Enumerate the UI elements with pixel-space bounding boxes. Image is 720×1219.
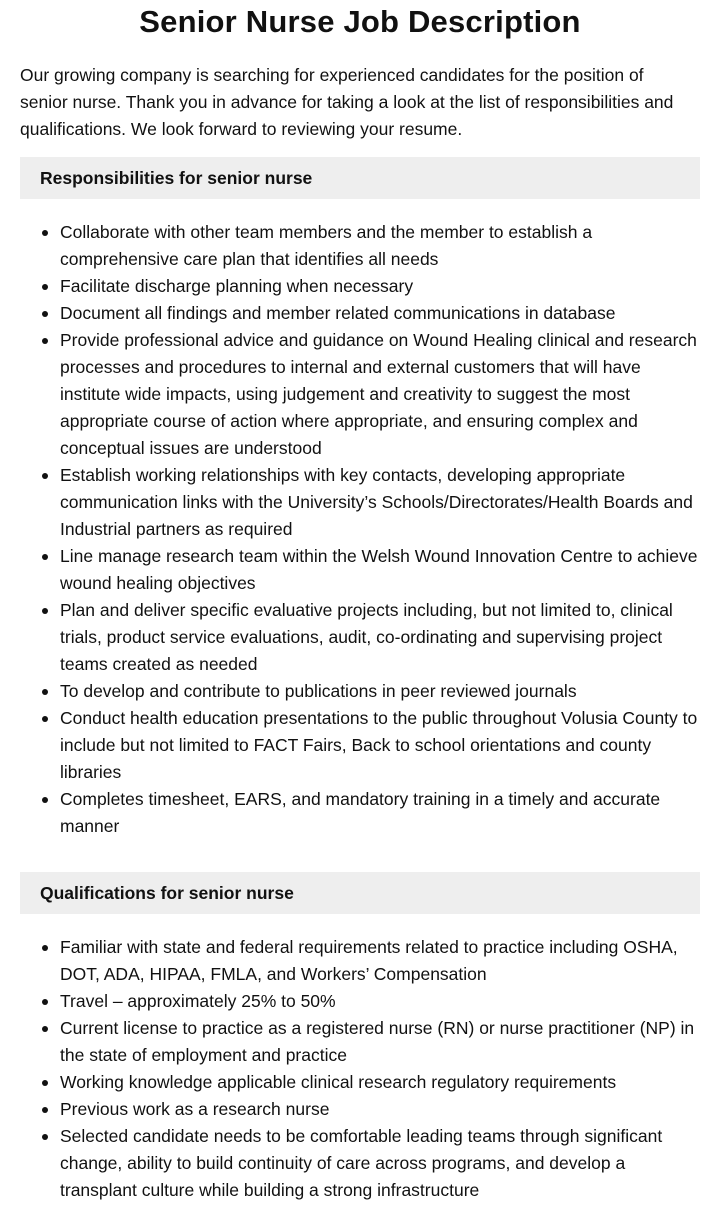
list-item: Document all findings and member related communications in database: [60, 300, 700, 327]
list-item: Selected candidate needs to be comfortable leading teams through significant change, ability to build continuity of care across programs, and develop a transplant culture while building a strong infrastructure: [60, 1123, 700, 1204]
qualifications-heading: Qualifications for senior nurse: [20, 872, 700, 914]
responsibilities-list: [20, 219, 700, 840]
list-item: Establish working relationships with key contacts, developing appropriate communication links with the University’s Schools/Directorates/Health Boards and Industrial partners as required: [60, 462, 700, 543]
list-item: Conduct health education presentations to the public throughout Volusia County to include but not limited to FACT Fairs, Back to school orientations and county libraries: [60, 705, 700, 786]
list-item: Facilitate discharge planning when necessary: [60, 273, 700, 300]
list-item: Provide professional advice and guidance on Wound Healing clinical and research processes and procedures to internal and external customers that will have institute wide impacts, using judgement and creativity to suggest the most appropriate course of action where appropriate, and ensuring complex and conceptual issues are understood: [60, 327, 700, 462]
responsibilities-heading: Responsibilities for senior nurse: [20, 157, 700, 199]
list-item: Previous work as a research nurse: [60, 1096, 700, 1123]
list-item: Plan and deliver specific evaluative projects including, but not limited to, clinical trials, product service evaluations, audit, co-ordinating and supervising project teams created as needed: [60, 597, 700, 678]
qualifications-list: [20, 934, 700, 1204]
list-item: To develop and contribute to publications in peer reviewed journals: [60, 678, 700, 705]
list-item: Completes timesheet, EARS, and mandatory training in a timely and accurate manner: [60, 786, 700, 840]
list-item: Collaborate with other team members and the member to establish a comprehensive care plan that identifies all needs: [60, 219, 700, 273]
list-item: Working knowledge applicable clinical research regulatory requirements: [60, 1069, 700, 1096]
list-item: Current license to practice as a registered nurse (RN) or nurse practitioner (NP) in the state of employment and practice: [60, 1015, 700, 1069]
list-item: Travel – approximately 25% to 50%: [60, 988, 700, 1015]
page-title: Senior Nurse Job Description: [139, 4, 581, 39]
section-spacer: [20, 840, 700, 858]
list-item: Line manage research team within the Welsh Wound Innovation Centre to achieve wound healing objectives: [60, 543, 700, 597]
list-item: Familiar with state and federal requirements related to practice including OSHA, DOT, ADA, HIPAA, FMLA, and Workers’ Compensation: [60, 934, 700, 988]
intro-paragraph: Our growing company is searching for experienced candidates for the position of senior nurse. Thank you in advance for taking a look at the list of responsibilities and qualifications. We look forward to reviewing your resume.: [20, 65, 674, 139]
